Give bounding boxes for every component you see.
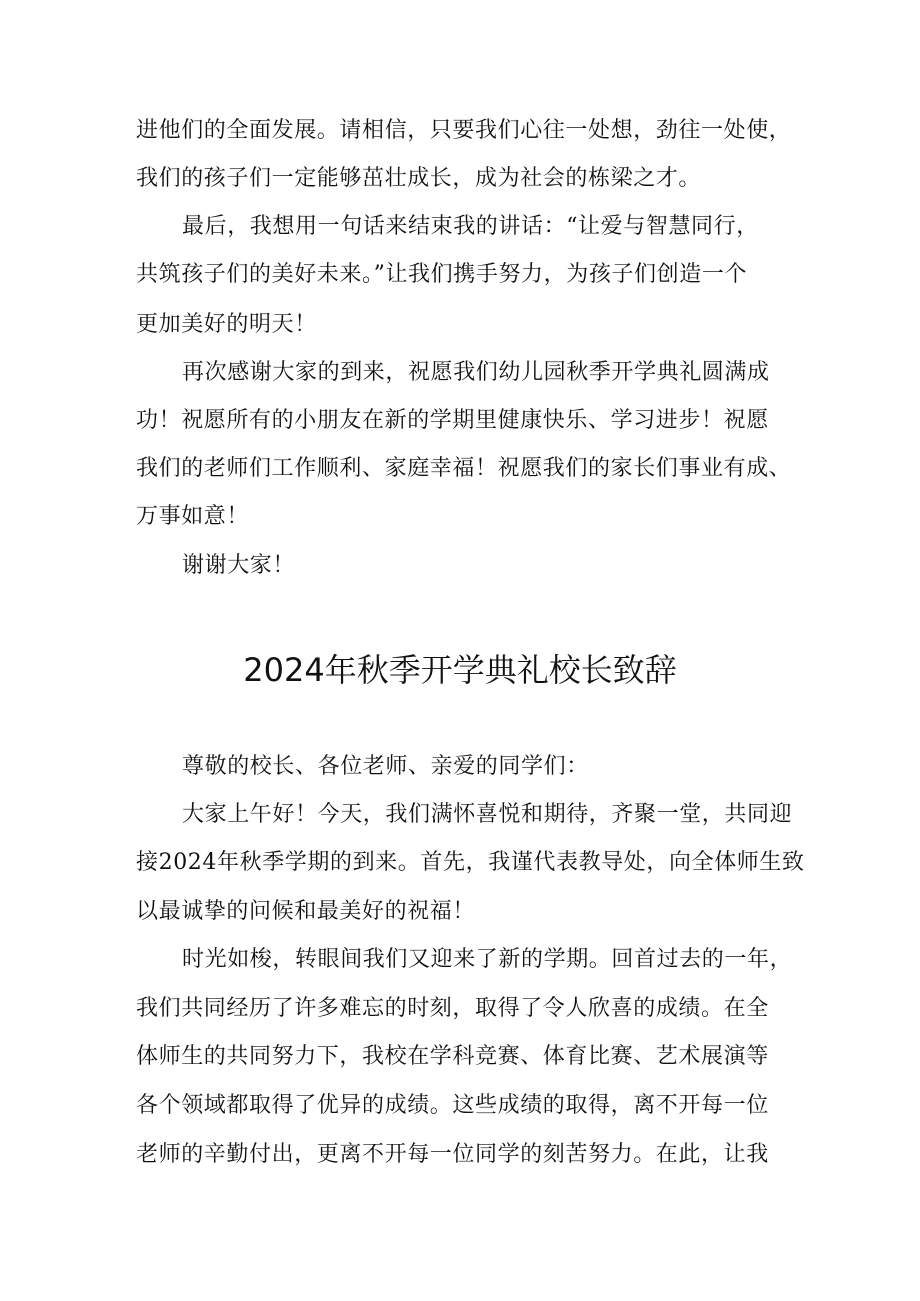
salutation-line: 尊敬的校长、各位老师、亲爱的同学们： — [182, 754, 589, 779]
paragraph-line: 以最诚挚的问候和最美好的祝福！ — [136, 899, 476, 924]
paragraph-line: 功！祝愿所有的小朋友在新的学期里健康快乐、学习进步！祝愿 — [136, 408, 769, 433]
paragraph-line: 进他们的全面发展。请相信，只要我们心往一处想，劲往一处使， — [136, 118, 792, 143]
paragraph-line: 最后，我想用一句话来结束我的讲话：“让爱与智慧同行， — [182, 214, 759, 239]
paragraph-line: 各个领域都取得了优异的成绩。这些成绩的取得，离不开每一位 — [136, 1093, 769, 1118]
paragraph-line: 我们共同经历了许多难忘的时刻，取得了令人欣喜的成绩。在全 — [136, 996, 769, 1021]
document-title: 2024年秋季开学典礼校长致辞 — [243, 651, 677, 689]
paragraph-line: 我们的老师们工作顺利、家庭幸福！祝愿我们的家长们事业有成、 — [136, 456, 792, 481]
paragraph-line: 体师生的共同努力下，我校在学科竞赛、体育比赛、艺术展演等 — [136, 1044, 769, 1069]
paragraph-line: 我们的孩子们一定能够茁壮成长，成为社会的栋梁之才。 — [136, 166, 702, 191]
paragraph-line: 再次感谢大家的到来，祝愿我们幼儿园秋季开学典礼圆满成 — [182, 360, 770, 385]
paragraph-line: 万事如意！ — [136, 504, 250, 529]
paragraph-line: 大家上午好！今天，我们满怀喜悦和期待，齐聚一堂，共同迎 — [182, 802, 793, 827]
paragraph-line: 老师的辛勤付出，更离不开每一位同学的刻苦努力。在此，让我 — [136, 1142, 769, 1167]
paragraph-line: 时光如梭，转眼间我们又迎来了新的学期。回首过去的一年， — [182, 947, 793, 972]
paragraph-line: 接2024年秋季学期的到来。首先，我谨代表教导处，向全体师生致 — [136, 850, 805, 875]
paragraph-line: 更加美好的明天！ — [136, 312, 317, 337]
paragraph-line: 共筑孩子们的美好未来。”让我们携手努力，为孩子们创造一个 — [136, 262, 748, 287]
paragraph-line: 谢谢大家！ — [182, 553, 296, 578]
